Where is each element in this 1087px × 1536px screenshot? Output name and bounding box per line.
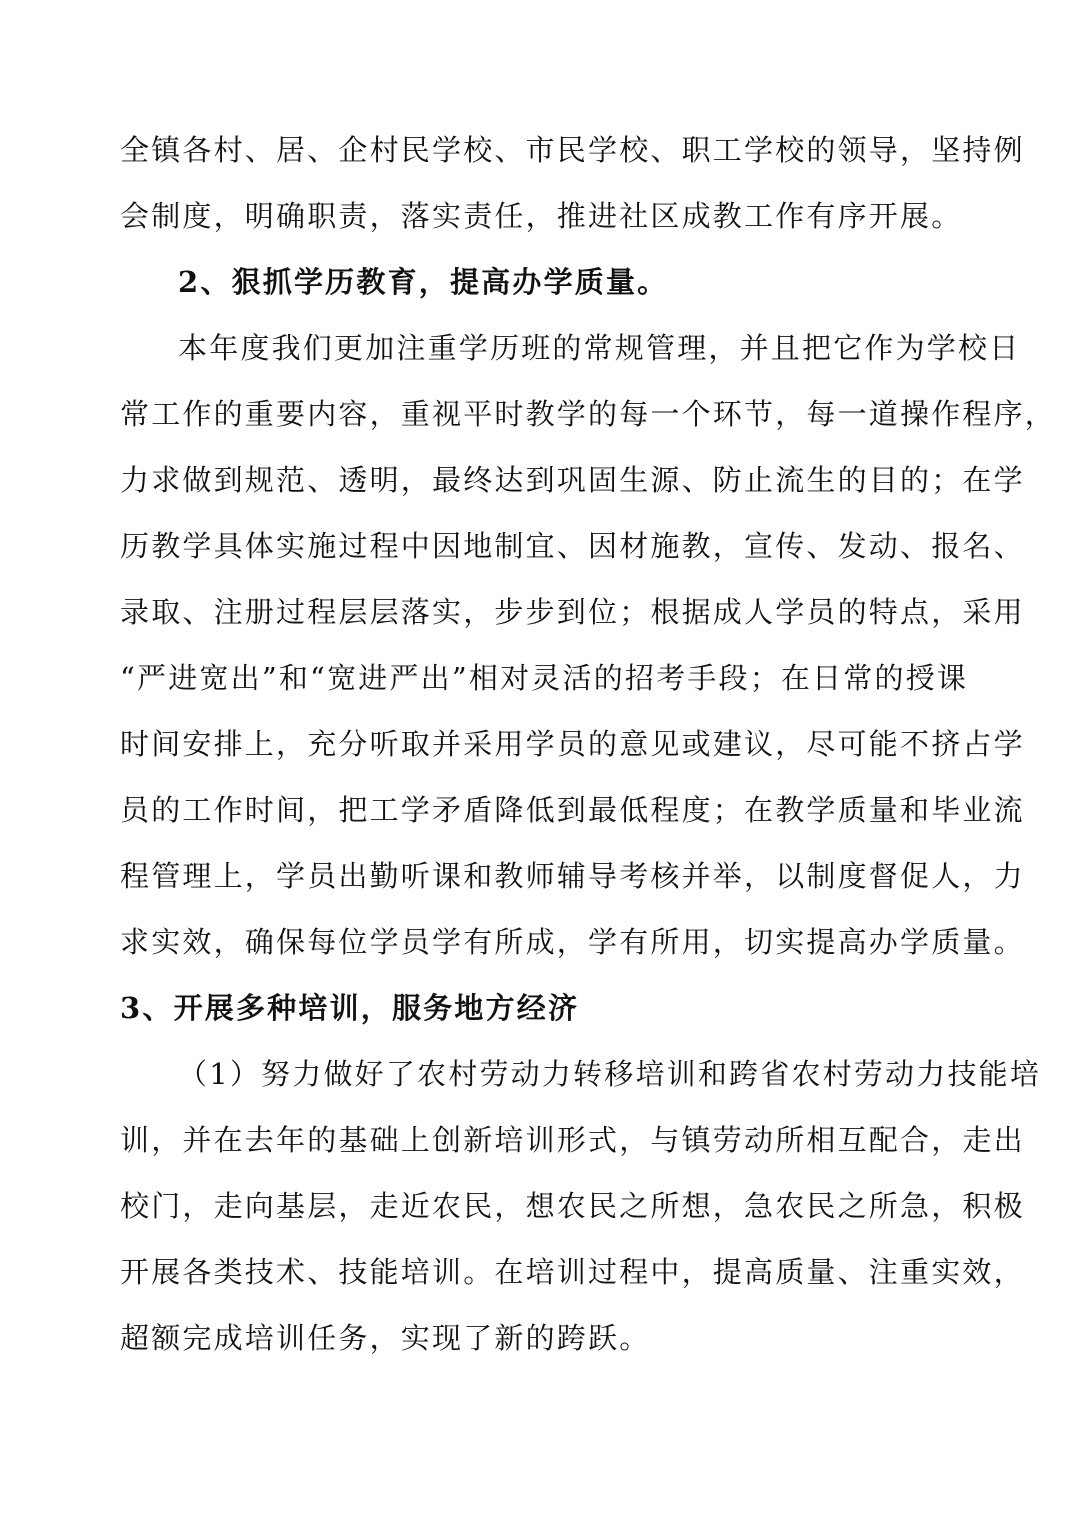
body-text-line: 本年度我们更加注重学历班的常规管理，并且把它作为学校日 [178,331,1021,365]
body-text-line: 程管理上，学员出勤听课和教师辅导考核并举，以制度督促人，力 [120,859,1025,893]
body-text-line: 时间安排上，充分听取并采用学员的意见或建议，尽可能不挤占学 [120,727,1025,761]
body-text-line: 超额完成培训任务，实现了新的跨跃。 [120,1321,651,1355]
body-text-line: 力求做到规范、透明，最终达到巩固生源、防止流生的目的；在学 [120,463,1025,497]
body-text-line: 常工作的重要内容，重视平时教学的每一个环节，每一道操作程序， [120,397,1057,431]
body-text-line: 历教学具体实施过程中因地制宜、因材施教，宣传、发动、报名、 [120,529,1025,563]
body-text-line: 求实效，确保每位学员学有所成，学有所用，切实提高办学质量。 [120,925,1025,959]
body-text-line: “严进宽出”和“宽进严出”相对灵活的招考手段；在日常的授课 [120,661,969,695]
body-text-line: 开展各类技术、技能培训。在培训过程中，提高质量、注重实效， [120,1255,1025,1289]
body-text-line: （1）努力做好了农村劳动力转移培训和跨省农村劳动力技能培 [178,1057,1042,1091]
section-heading-2: 2、狠抓学历教育，提高办学质量。 [178,265,669,299]
body-text-line: 会制度，明确职责，落实责任，推进社区成教工作有序开展。 [120,199,963,233]
body-text-line: 全镇各村、居、企村民学校、市民学校、职工学校的领导，坚持例 [120,133,1025,167]
body-text-line: 校门，走向基层，走近农民，想农民之所想，急农民之所急，积极 [120,1189,1025,1223]
body-text-line: 员的工作时间，把工学矛盾降低到最低程度；在教学质量和毕业流 [120,793,1025,827]
body-text-line: 训，并在去年的基础上创新培训形式，与镇劳动所相互配合，走出 [120,1123,1025,1157]
section-heading-3: 3、开展多种培训，服务地方经济 [120,991,580,1025]
body-text-line: 录取、注册过程层层落实，步步到位；根据成人学员的特点，采用 [120,595,1025,629]
